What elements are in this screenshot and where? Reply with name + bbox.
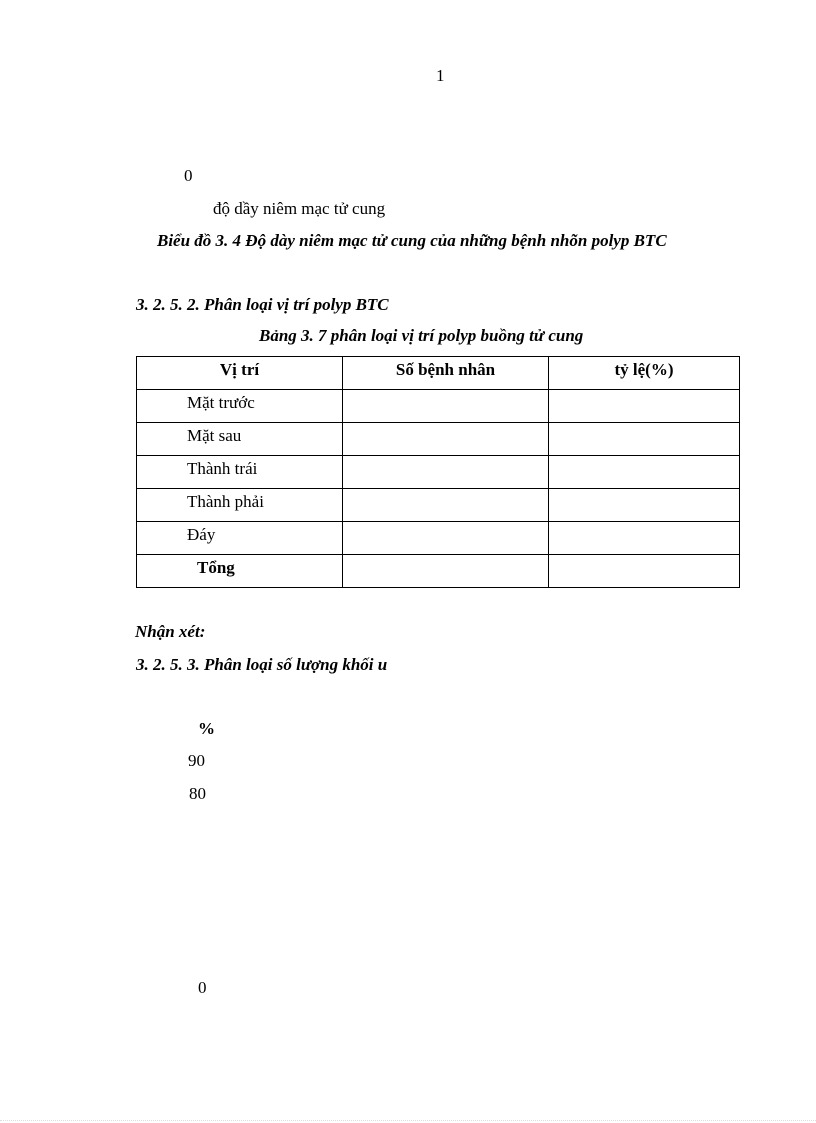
chart-caption: Biểu đồ 3. 4 Độ dày niêm mạc tử cung của những bệnh nhõn polyp BTC (157, 231, 667, 250)
table-row (137, 456, 740, 489)
section-heading: 3. 2. 5. 2. Phân loại vị trí polyp BTC (136, 295, 389, 314)
cell-position: Mặt sau (137, 423, 343, 456)
header-percentage: tỷ lệ(%) (549, 357, 740, 390)
table-row (137, 390, 740, 423)
cell-percentage (549, 522, 740, 555)
cell-patient-count (343, 423, 549, 456)
cell-position: Mặt trước (137, 390, 343, 423)
table-row-total (137, 555, 740, 588)
subsection-heading: 3. 2. 5. 3. Phân loại số lượng khối u (136, 655, 388, 674)
cell-patient-count (343, 456, 549, 489)
chart-tick-label: 90 (188, 751, 205, 770)
table-row (137, 423, 740, 456)
cell-percentage (549, 423, 740, 456)
page-number: 1 (436, 66, 445, 85)
cell-patient-count (343, 555, 549, 588)
cell-position: Đáy (137, 522, 343, 555)
header-position: Vị trí (137, 357, 343, 390)
cell-patient-count (343, 489, 549, 522)
table-caption: Bảng 3. 7 phân loại vị trí polyp buồng tử cung (259, 326, 584, 345)
header-patient-count: Số bệnh nhân (343, 357, 549, 390)
cell-position: Thành phải (137, 489, 343, 522)
cell-patient-count (343, 522, 549, 555)
cell-percentage (549, 555, 740, 588)
cell-percentage (549, 489, 740, 522)
chart-axis-zero: 0 (184, 166, 193, 185)
page-bottom-edge (0, 1120, 816, 1121)
chart-unit-label: % (198, 719, 215, 738)
cell-percentage (549, 456, 740, 489)
chart-tick-label: 80 (189, 784, 206, 803)
chart-tick-label: 0 (198, 978, 207, 997)
cell-total-label: Tổng (137, 555, 343, 588)
cell-patient-count (343, 390, 549, 423)
cell-percentage (549, 390, 740, 423)
cell-position: Thành trái (137, 456, 343, 489)
remarks-label: Nhận xét: (135, 622, 206, 641)
table-row (137, 489, 740, 522)
table-row (137, 522, 740, 555)
table-header-row (137, 357, 740, 390)
chart-axis-label: độ dầy niêm mạc tử cung (213, 199, 386, 218)
position-table (136, 356, 740, 588)
